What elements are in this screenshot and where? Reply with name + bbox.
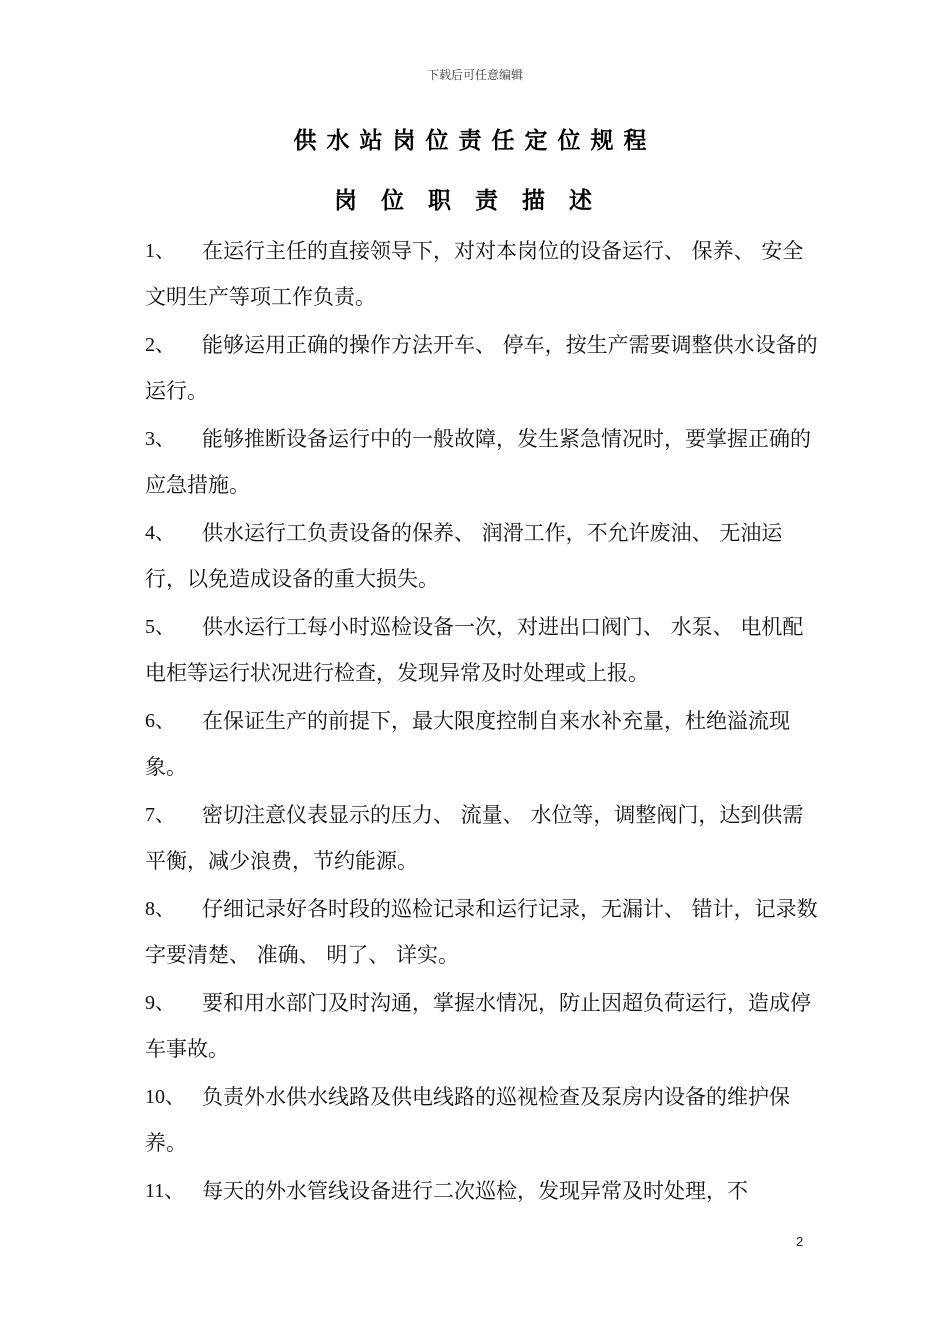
- list-item: [145, 510, 821, 602]
- item-text: 仔细记录好各时段的巡检记录和运行记录，无漏计、 错计，记录数字要清楚、 准确、 明了、 详实。: [145, 897, 818, 967]
- item-number: 9、: [145, 992, 175, 1014]
- header-note: 下载后可任意编辑: [426, 68, 523, 82]
- duty-list: [145, 228, 821, 1216]
- list-item: [145, 1168, 821, 1214]
- list-item: [145, 886, 821, 978]
- list-item: [145, 792, 821, 884]
- item-text: 能够运用正确的操作方法开车、 停车，按生产需要调整供水设备的运行。: [145, 333, 818, 403]
- item-text: 要和用水部门及时沟通，掌握水情况，防止因超负荷运行，造成停车事故。: [145, 991, 811, 1061]
- item-number: 11、: [145, 1180, 185, 1202]
- list-item: [145, 698, 821, 790]
- item-text: 供水运行工每小时巡检设备一次，对进出口阀门、 水泵、 电机配电柜等运行状况进行检查，发现异常及时处理或上报。: [145, 615, 804, 685]
- section-title: 岗位职责描述: [334, 188, 616, 214]
- document-title: 供水站岗位责任定位规程: [293, 128, 657, 154]
- item-text: 在保证生产的前提下，最大限度控制自来水补充量，杜绝溢流现象。: [145, 709, 790, 779]
- item-number: 2、: [145, 334, 175, 356]
- item-number: 7、: [145, 804, 175, 826]
- item-text: 负责外水供水线路及供电线路的巡视检查及泵房内设备的维护保养。: [145, 1085, 790, 1155]
- list-item: [145, 604, 821, 696]
- item-text: 在运行主任的直接领导下，对对本岗位的设备运行、 保养、 安全文明生产等项工作负责。: [145, 239, 804, 309]
- list-item: [145, 1074, 821, 1166]
- list-item: [145, 322, 821, 414]
- list-item: [145, 416, 821, 508]
- page-number: 2: [796, 1234, 804, 1249]
- item-text: 每天的外水管线设备进行二次巡检，发现异常及时处理，不: [202, 1179, 748, 1203]
- item-number: 4、: [145, 522, 175, 544]
- item-number: 8、: [145, 898, 175, 920]
- item-text: 能够推断设备运行中的一般故障，发生紧急情况时，要掌握正确的应急措施。: [145, 427, 811, 497]
- item-number: 6、: [145, 710, 175, 732]
- item-number: 5、: [145, 616, 175, 638]
- list-item: [145, 980, 821, 1072]
- list-item: [145, 228, 821, 320]
- item-number: 10、: [145, 1086, 185, 1108]
- item-text: 供水运行工负责设备的保养、 润滑工作，不允许废油、 无油运行，以免造成设备的重大损失。: [145, 521, 783, 591]
- item-number: 1、: [145, 240, 175, 262]
- item-number: 3、: [145, 428, 175, 450]
- item-text: 密切注意仪表显示的压力、 流量、 水位等，调整阀门，达到供需平衡，减少浪费，节约能源。: [145, 803, 804, 873]
